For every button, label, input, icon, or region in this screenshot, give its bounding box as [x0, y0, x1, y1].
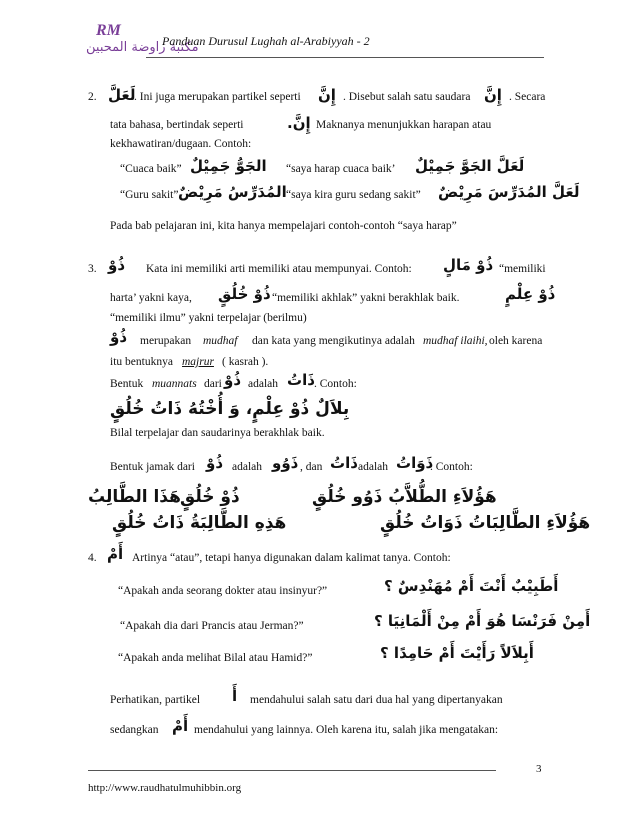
item-3-line-3: “memiliki ilmu” yakni terpelajar (berilmu): [110, 312, 307, 324]
item-3-plural-dzu: ذُوْ: [206, 454, 224, 472]
page-header-title: Panduan Durusul Lughah al-Arabiyyah - 2: [162, 34, 370, 48]
item-3-example-ilm: ذُوْ عِلْمٍ: [505, 285, 556, 303]
item-3-plural-a: Bentuk jamak dari: [110, 461, 195, 473]
item-3-line-6b: dari: [204, 378, 222, 390]
item-3-line-6d: . Contoh:: [314, 378, 357, 390]
item-3-line-6a: Bentuk: [110, 378, 144, 390]
item-4-para-1b: mendahului salah satu dari dua hal yang dipertanyakan: [250, 694, 503, 706]
item-2-example-1-id: “Cuaca baik”: [120, 163, 182, 175]
item-2-inna-2: إِنَّ: [484, 86, 502, 104]
item-3-text-1: Kata ini memiliki arti memiliki atau mempunyai. Contoh:: [146, 263, 412, 275]
item-2-inna-3: إِنَّ.: [287, 114, 311, 132]
item-2-example-2-id: “Guru sakit”: [120, 189, 179, 201]
item-4-para-2a: sedangkan: [110, 724, 159, 736]
item-3-row-2-left: هَؤُلاَءِ الطَّالِبَاتُ ذَوَاتُ خُلُقٍ: [380, 513, 591, 533]
item-2-inna-1: إِنَّ: [318, 86, 336, 104]
logo-arabic: مكتبة راوضة المحبين: [86, 40, 199, 55]
item-2-text-3: . Secara: [509, 91, 546, 103]
item-4-question-2-ar: أَمِنْ فَرَنْسَا هُوَ أَمْ مِنْ أَلْمَانِيَا ؟: [374, 612, 591, 630]
item-3-line-5a: itu bentuknya: [110, 356, 173, 368]
item-3-line-4c: oleh karena: [489, 335, 543, 347]
item-2-line-3: kekhawatiran/dugaan. Contoh:: [110, 138, 252, 150]
item-3-plural-d: adalah: [358, 461, 389, 473]
item-3-translation: Bilal terpelajar dan saudarinya berakhlak baik.: [110, 427, 325, 439]
footer-rule: [88, 770, 496, 771]
item-2-example-1-translation: “saya harap cuaca baik’: [286, 163, 396, 175]
item-3-dzawu: ذَوُو: [272, 454, 299, 472]
item-4-para-1a: Perhatikan, partikel: [110, 694, 201, 706]
item-4-question-3-id: “Apakah anda melihat Bilal atau Hamid?”: [118, 652, 313, 664]
item-3-dzu-2: ذُوْ: [110, 328, 128, 346]
item-3-line-4b: dan kata yang mengikutinya adalah: [252, 335, 415, 347]
item-3-line-6c: adalah: [248, 378, 279, 390]
item-3-majrur: majrur: [182, 356, 214, 368]
item-3-dzat: ذَاتُ: [287, 371, 315, 389]
item-3-mudhaf-ilaihi: mudhaf ilaihi,: [423, 335, 488, 347]
page-number: 3: [536, 763, 542, 775]
item-3-dzu-3: ذُوْ: [224, 371, 242, 389]
item-4-question-1-ar: أَطَبِيْبٌ أَنْتَ أَمْ مُهَنْدِسٌ ؟: [384, 577, 559, 595]
item-2-line-2a: tata bahasa, bertindak seperti: [110, 119, 244, 131]
item-2-example-2-ar-2: لَعَلَّ المُدَرِّسَ مَرِيْضٌ: [438, 183, 580, 201]
item-3-text-1b: “memiliki: [499, 263, 546, 275]
item-3-row-2-right: هَذِهِ الطَّالِبَةُ ذَاتُ خُلُقٍ: [112, 513, 287, 533]
item-3-number: 3.: [88, 263, 97, 275]
item-4-alif: أَ: [232, 687, 238, 705]
item-2-example-2-ar: المُدَرِّسُ مَرِيْضٌ: [178, 183, 287, 201]
item-3-row-1-mid: ذُوْ خُلُقٍ: [180, 487, 240, 507]
item-3-row-1-right: هَذَا الطَّالِبُ: [88, 487, 181, 507]
item-3-line-2a: harta’ yakni kaya,: [110, 292, 192, 304]
item-3-word: ذُوْ: [108, 256, 126, 274]
item-3-example-mal: ذُوْ مَالٍ: [443, 256, 494, 274]
item-2-text-1: . Ini juga merupakan partikel seperti: [134, 91, 301, 103]
item-3-line-5b: ( kasrah ).: [222, 356, 269, 368]
item-3-example-sentence: بِلاَلٌ ذُوْ عِلْمٍ، وَ أُخْتُهُ ذَاتُ خُلُقٍ: [110, 399, 350, 419]
item-2-line-2b: Maknanya menunjukkan harapan atau: [316, 119, 492, 131]
item-2-example-1-ar-2: لَعَلَّ الجَوَّ جَمِيْلٌ: [415, 157, 525, 175]
item-3-mudhaf: mudhaf: [203, 335, 238, 347]
item-3-line-2b: “memiliki akhlak” yakni berakhlak baik.: [272, 292, 460, 304]
item-2-note: Pada bab pelajaran ini, kita hanya mempelajari contoh-contoh “saya harap”: [110, 220, 457, 232]
item-4-question-2-id: “Apakah dia dari Prancis atau Jerman?”: [120, 620, 304, 632]
item-2-word: لَعَلَّ: [108, 86, 136, 104]
item-2-example-2-translation: “saya kira guru sedang sakit”: [286, 189, 421, 201]
item-3-example-khuluq: ذُوْ خُلُقٍ: [218, 285, 271, 303]
item-2-example-1-ar: الجَوُّ جَمِيْلٌ: [190, 157, 267, 175]
item-4-question-1-id: “Apakah anda seorang dokter atau insinyur?”: [118, 585, 328, 597]
item-2-number: 2.: [88, 91, 97, 103]
item-3-plural-c: , dan: [300, 461, 323, 473]
item-3-plural-e: . Contoh:: [430, 461, 473, 473]
item-2-text-2: . Disebut salah satu saudara: [343, 91, 471, 103]
item-4-word: أَمْ: [107, 545, 124, 563]
item-4-text-1: Artinya “atau”, tetapi hanya digunakan dalam kalimat tanya. Contoh:: [132, 552, 451, 564]
footer-url[interactable]: http://www.raudhatulmuhibbin.org: [88, 782, 242, 794]
item-3-plural-b: adalah: [232, 461, 263, 473]
item-3-dzawat: ذَوَاتُ: [396, 454, 434, 472]
item-4-question-3-ar: أَبِلاَلاً رَأَيْتَ أَمْ حَامِدًا ؟: [380, 644, 534, 662]
item-3-muannats: muannats: [152, 378, 197, 390]
header-rule: [146, 57, 544, 58]
item-4-para-2b: mendahului yang lainnya. Oleh karena itu, salah jika mengatakan:: [194, 724, 499, 736]
item-3-plural-dzat: ذَاتُ: [330, 454, 358, 472]
item-3-line-4a: merupakan: [140, 335, 192, 347]
item-4-am: أَمْ: [172, 717, 189, 735]
item-3-row-1-left: هَؤُلاَءِ الطُّلاَّبُ ذَوُو خُلُقٍ: [312, 487, 497, 507]
item-4-number: 4.: [88, 552, 97, 564]
logo-latin: RM: [96, 22, 121, 39]
